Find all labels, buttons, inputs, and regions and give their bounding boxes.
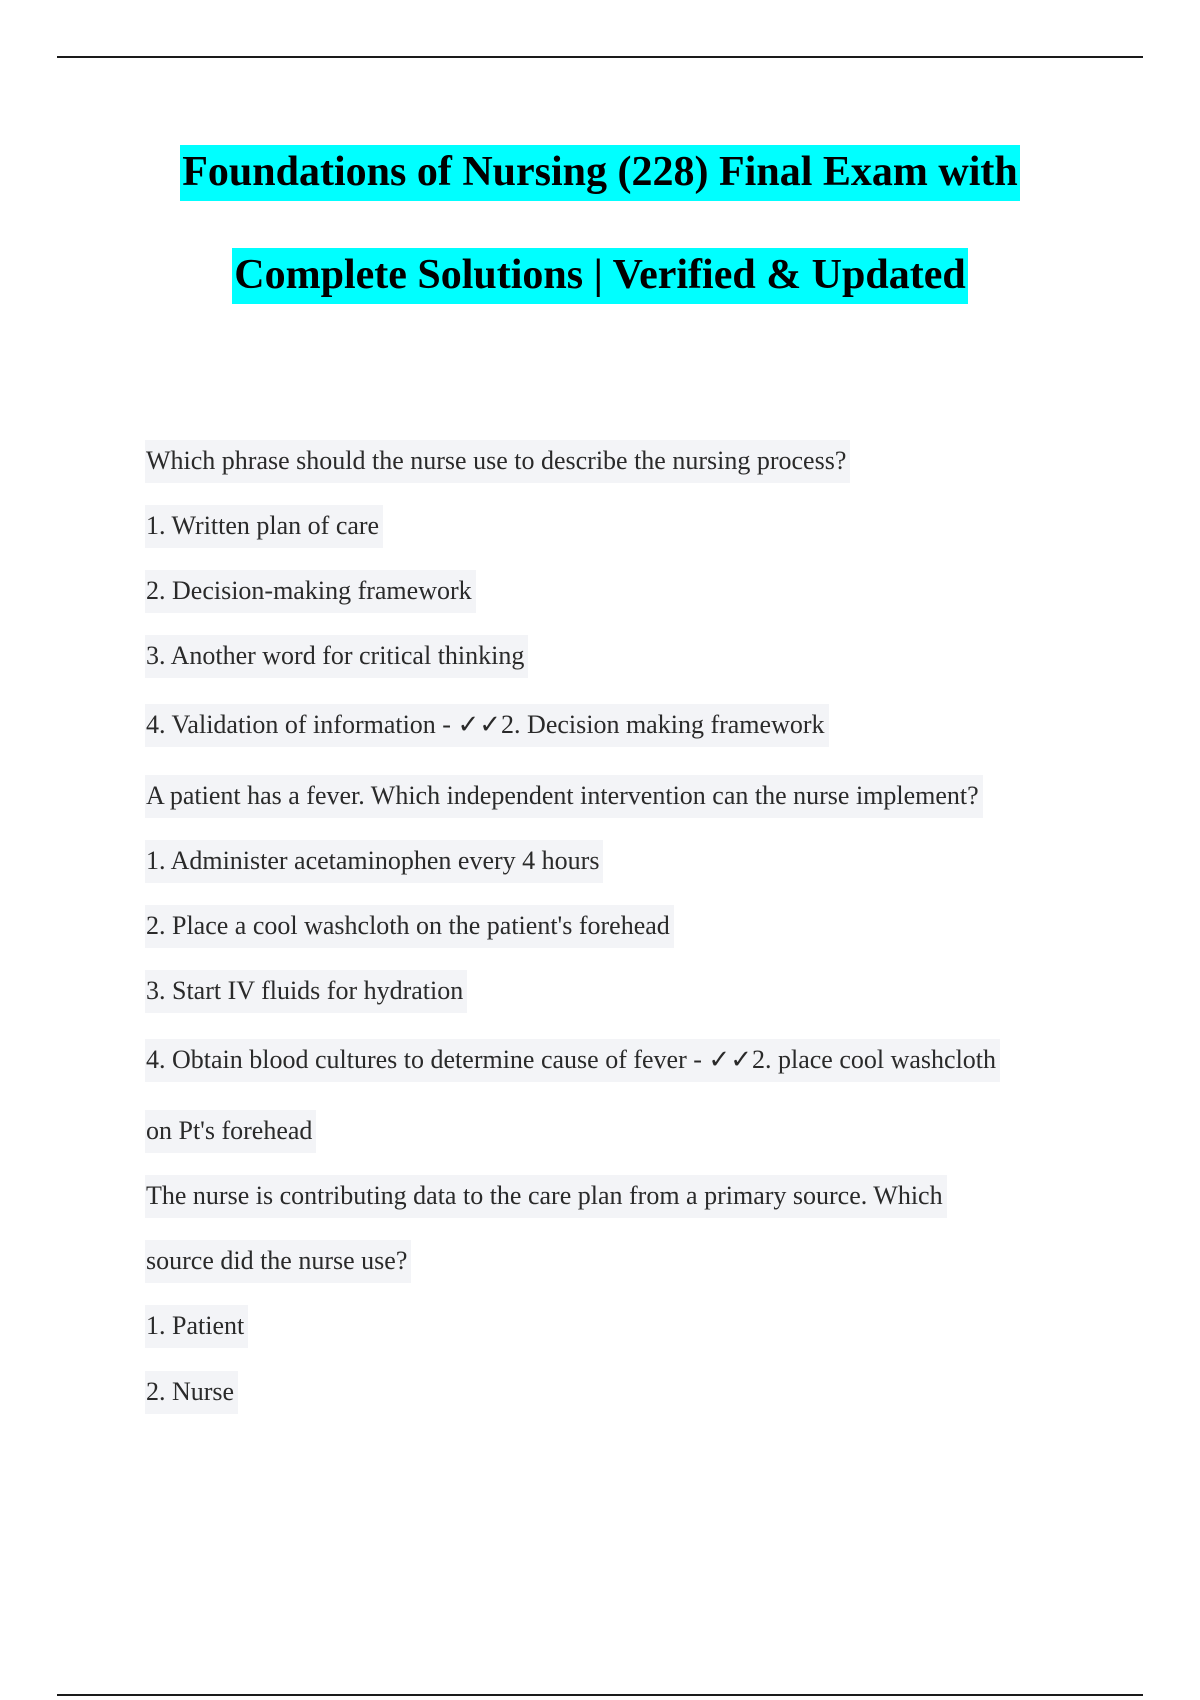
- top-rule: [57, 56, 1143, 58]
- document-title-line-1: [0, 151, 1200, 193]
- bottom-rule: [57, 1694, 1143, 1696]
- document-title-line-2: [0, 254, 1200, 296]
- question-1-option-4-answer: 4. Validation of information - ✓✓2. Decision making framework: [145, 712, 829, 738]
- question-1-option-3: 3. Another word for critical thinking: [145, 643, 528, 669]
- question-2-answer-continued: on Pt's forehead: [145, 1118, 316, 1144]
- question-1-option-1: 1. Written plan of care: [145, 513, 383, 539]
- question-2-option-3: 3. Start IV fluids for hydration: [145, 978, 467, 1004]
- title-highlight: Foundations of Nursing (228) Final Exam with: [180, 145, 1019, 201]
- title-highlight: Complete Solutions | Verified & Updated: [232, 248, 967, 304]
- question-3-option-1: 1. Patient: [145, 1313, 248, 1339]
- question-2-option-1: 1. Administer acetaminophen every 4 hours: [145, 848, 603, 874]
- question-2-option-2: 2. Place a cool washcloth on the patient's forehead: [145, 913, 674, 939]
- question-2-stem: A patient has a fever. Which independent intervention can the nurse implement?: [145, 783, 983, 809]
- question-3-option-2: 2. Nurse: [145, 1379, 238, 1405]
- question-2-option-4-answer: 4. Obtain blood cultures to determine cause of fever - ✓✓2. place cool washcloth: [145, 1047, 1000, 1073]
- question-1-option-2: 2. Decision-making framework: [145, 578, 476, 604]
- question-1-stem: Which phrase should the nurse use to describe the nursing process?: [145, 448, 850, 474]
- question-3-stem-continued: source did the nurse use?: [145, 1248, 411, 1274]
- question-3-stem: The nurse is contributing data to the care plan from a primary source. Which: [145, 1183, 947, 1209]
